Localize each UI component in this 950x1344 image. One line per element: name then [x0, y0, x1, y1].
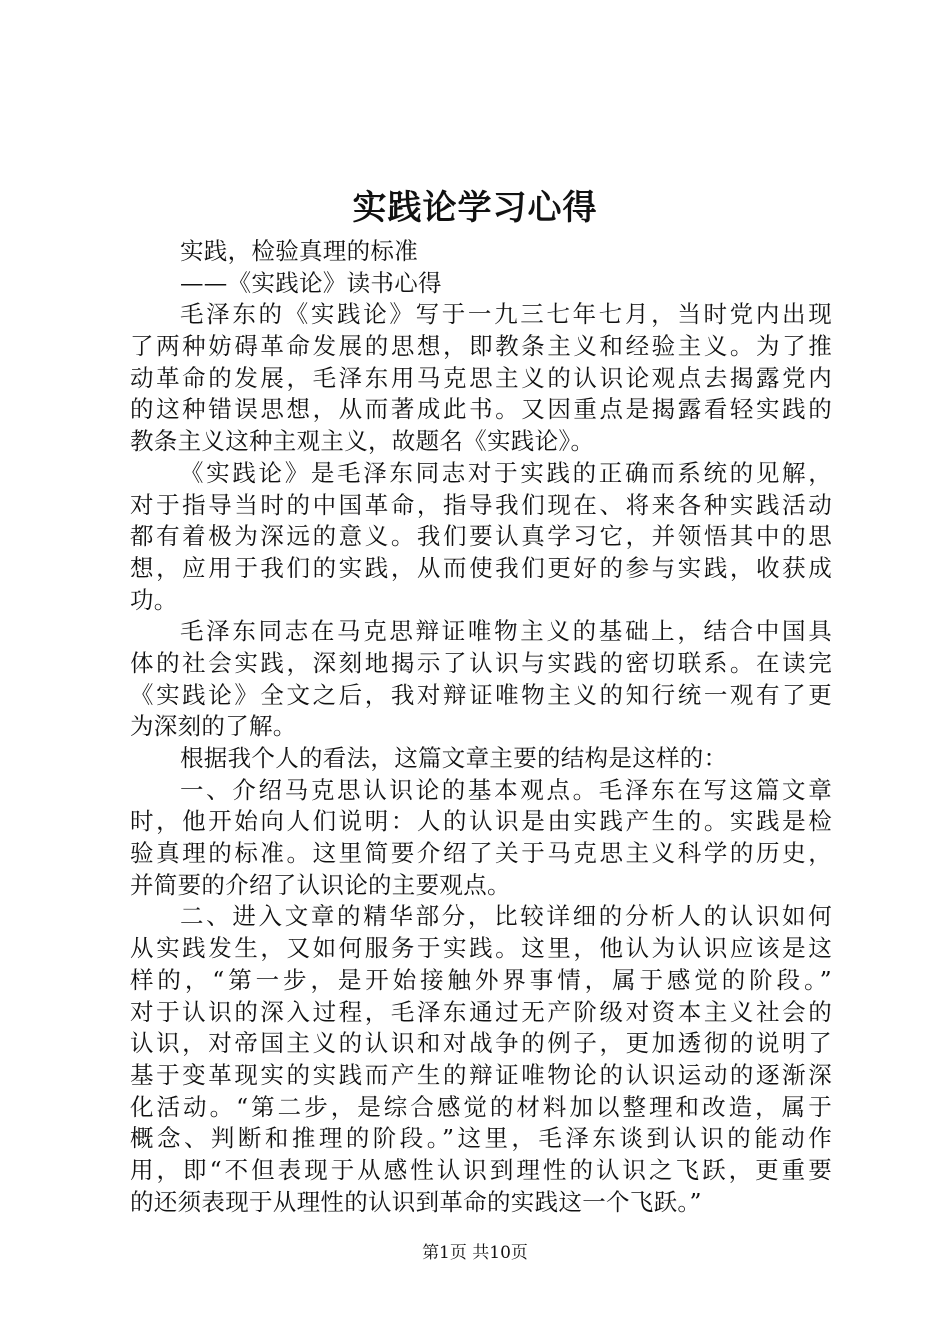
- text-line: 实践，检验真理的标准: [180, 237, 418, 265]
- text-line: 毛泽东的《实践论》写于一九三七年七月，当时党内出现: [180, 300, 832, 329]
- text-line: 时，他开始向人们说明：人的认识是由实践产生的。实践是检: [130, 807, 832, 836]
- text-line: 都有着极为深远的意义。我们要认真学习它，并领悟其中的思: [130, 522, 832, 551]
- text-line: 动革命的发展，毛泽东用马克思主义的认识论观点去揭露党内: [130, 363, 832, 392]
- text-line: 验真理的标准。这里简要介绍了关于马克思主义科学的历史，: [130, 839, 832, 868]
- text-line: 概念、判断和推理的阶段。”这里，毛泽东谈到认识的能动作: [130, 1124, 832, 1153]
- text-line: 样的，“第一步，是开始接触外界事情，属于感觉的阶段。”: [130, 965, 832, 994]
- document-body: [130, 236, 832, 1218]
- text-line: 了两种妨碍革命发展的思想，即教条主义和经验主义。为了推: [130, 332, 832, 361]
- text-line: 化活动。“第二步，是综合感觉的材料加以整理和改造，属于: [130, 1092, 832, 1121]
- text-line: 体的社会实践，深刻地揭示了认识与实践的密切联系。在读完: [130, 648, 832, 677]
- text-line: 对于指导当时的中国革命，指导我们现在、将来各种实践活动: [130, 490, 832, 519]
- text-line: 为深刻的了解。: [130, 712, 297, 741]
- text-line: 并简要的介绍了认识论的主要观点。: [130, 870, 511, 899]
- text-line: 根据我个人的看法，这篇文章主要的结构是这样的：: [180, 744, 728, 772]
- text-line: 用，即“不但表现于从感性认识到理性的认识之飞跃，更重要: [130, 1155, 832, 1184]
- page-footer: 第1页 共10页: [422, 1243, 528, 1263]
- text-line: 二、进入文章的精华部分，比较详细的分析人的认识如何: [180, 902, 832, 931]
- text-line: 教条主义这种主观主义，故题名《实践论》。: [130, 427, 595, 456]
- text-line: ——《实践论》读书心得: [180, 268, 442, 297]
- text-line: 功。: [130, 585, 178, 614]
- text-line: 一、介绍马克思认识论的基本观点。毛泽东在写这篇文章: [180, 775, 832, 804]
- text-line: 毛泽东同志在马克思辩证唯物主义的基础上，结合中国具: [180, 617, 832, 646]
- text-line: 的还须表现于从理性的认识到革命的实践这一个飞跃。”: [130, 1187, 702, 1216]
- text-line: 《实践论》全文之后，我对辩证唯物主义的知行统一观有了更: [130, 680, 832, 709]
- text-line: 基于变革现实的实践而产生的辩证唯物论的认识运动的逐渐深: [130, 1060, 832, 1089]
- text-line: 的这种错误思想，从而著成此书。又因重点是揭露看轻实践的: [130, 395, 832, 424]
- document-title: 实践论学习心得: [352, 188, 598, 228]
- text-line: 《实践论》是毛泽东同志对于实践的正确而系统的见解，: [180, 458, 832, 487]
- text-line: 对于认识的深入过程，毛泽东通过无产阶级对资本主义社会的: [130, 997, 832, 1026]
- text-line: 认识，对帝国主义的认识和对战争的例子，更加透彻的说明了: [130, 1029, 832, 1058]
- text-line: 从实践发生，又如何服务于实践。这里，他认为认识应该是这: [130, 934, 832, 963]
- text-line: 想，应用于我们的实践，从而使我们更好的参与实践，收获成: [130, 553, 832, 582]
